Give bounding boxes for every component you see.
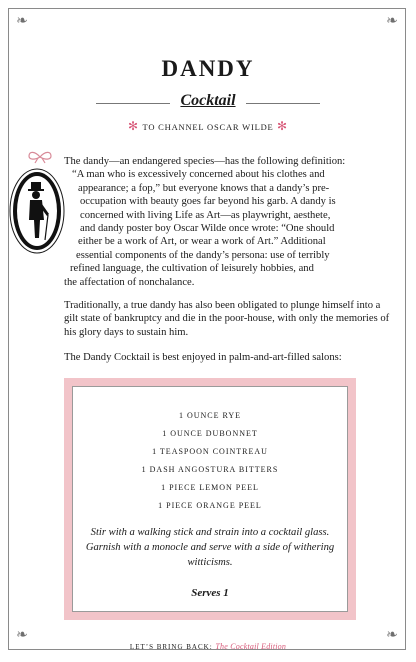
recipe-instructions: Stir with a walking stick and strain into a cocktail glass. Garnish with a monocle and serve with a side of withering witticisms. — [85, 527, 335, 568]
serves-label: Serves 1 — [191, 587, 229, 599]
corner-ornament-icon: ❧ — [386, 14, 398, 29]
history-paragraph: Traditionally, a true dandy has also been obligated to plunge himself into a gilt state of bankruptcy and die in the poor-house, with only the memories of his glory days to sustain him. — [64, 300, 390, 338]
ingredient-item: 1 OUNCE DUBONNET — [162, 429, 258, 438]
subtitle-row — [96, 92, 320, 114]
text-line: essential components of the dandy’s persona: use of terribly — [76, 249, 330, 261]
asterisk-icon: ✻ — [128, 119, 139, 133]
dedication: TO CHANNEL OSCAR WILDE — [142, 122, 274, 132]
ingredient-item: 1 PIECE ORANGE PEEL — [158, 501, 262, 510]
ingredient-list — [73, 407, 347, 515]
ingredient-item: 1 PIECE LEMON PEEL — [161, 483, 259, 492]
subtitle: Cocktail — [180, 92, 236, 109]
footer-series: LET’S BRING BACK: — [129, 643, 213, 651]
text-line: occupation with beauty goes far beyond his garb. A dandy is — [80, 196, 336, 208]
text-line: refined language, the cultivation of leisurely hobbies, and — [70, 263, 314, 275]
text-line: and dandy poster boy Oscar Wilde once wrote: “One should — [80, 223, 335, 235]
asterisk-icon: ✻ — [277, 119, 288, 133]
text-line: “A man who is excessively concerned about his clothes and — [72, 169, 325, 181]
text-line: The dandy—an endangered species—has the following definition: — [64, 156, 346, 167]
page-title: DANDY — [161, 56, 255, 81]
text-line: either be a work of Art, or wear a work of Art.” Additional — [78, 236, 326, 248]
text-line: concerned with living Life as Art—as playwright, aesthete, — [80, 209, 331, 221]
footer-edition: The Cocktail Edition — [215, 642, 287, 651]
text-line: appearance; a fop,” but everyone knows that a dandy’s pre- — [78, 182, 330, 194]
recipe-card — [64, 378, 356, 620]
bow-ornament-icon — [27, 150, 53, 164]
dandy-silhouette-icon — [9, 168, 65, 254]
text-line: the affectation of nonchalance. — [64, 276, 195, 288]
ingredient-item: 1 TEASPOON COINTREAU — [152, 447, 268, 456]
ingredient-item: 1 DASH ANGOSTURA BITTERS — [141, 465, 279, 474]
recipe-card-inner — [72, 386, 348, 612]
corner-ornament-icon: ❧ — [386, 628, 398, 643]
page-footer — [0, 642, 416, 651]
intro-paragraph — [64, 155, 396, 289]
corner-ornament-icon: ❧ — [16, 14, 28, 29]
corner-ornament-icon: ❧ — [16, 628, 28, 643]
serving-paragraph: The Dandy Cocktail is best enjoyed in palm-and-art-filled salons: — [64, 352, 342, 363]
ingredient-item: 1 OUNCE RYE — [178, 411, 242, 420]
